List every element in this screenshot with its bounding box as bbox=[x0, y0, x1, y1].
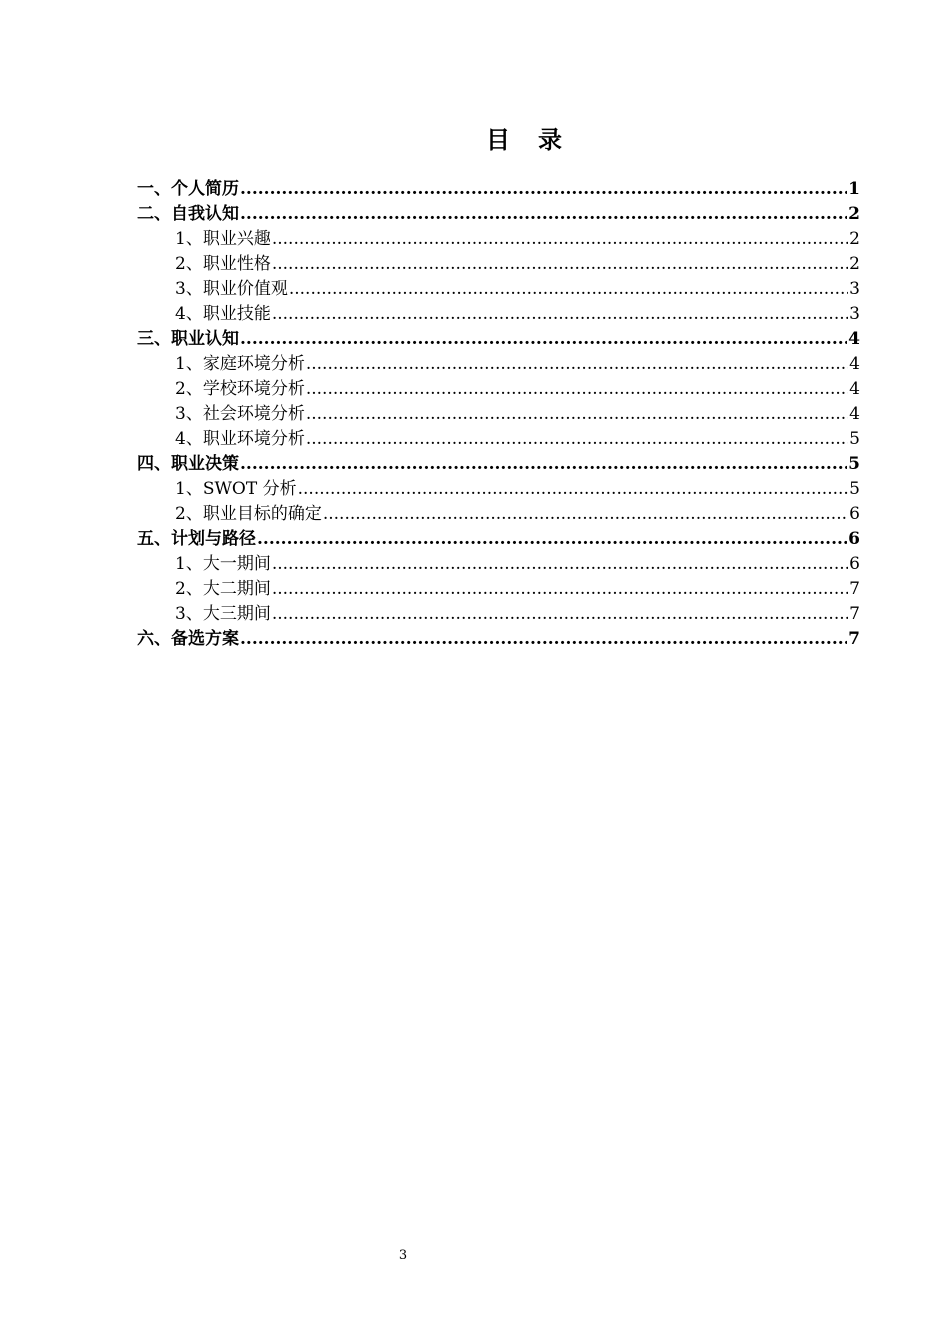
toc-entry[interactable] bbox=[137, 502, 860, 527]
toc-entry[interactable] bbox=[137, 302, 860, 327]
toc-entry-text: 4、职业技能 bbox=[175, 304, 271, 324]
toc-entry[interactable] bbox=[137, 477, 860, 502]
toc-entry[interactable] bbox=[137, 327, 860, 352]
toc-entry[interactable] bbox=[137, 202, 860, 227]
toc-entry-page: 6 bbox=[849, 554, 860, 574]
toc-entry-text: 1、职业兴趣 bbox=[175, 229, 271, 249]
toc-entry-page: 2 bbox=[849, 229, 860, 249]
toc-entry-page: 6 bbox=[849, 504, 860, 524]
toc-entry[interactable] bbox=[137, 177, 860, 202]
toc-dot-leader bbox=[272, 252, 848, 277]
toc-entry-text: 4、职业环境分析 bbox=[175, 429, 305, 449]
toc-dot-leader bbox=[240, 452, 847, 477]
toc-dot-leader bbox=[272, 227, 848, 252]
toc-dot-leader bbox=[306, 377, 848, 402]
toc-dot-leader bbox=[272, 552, 848, 577]
toc-entry[interactable] bbox=[137, 452, 860, 477]
toc-dot-leader bbox=[289, 277, 848, 302]
toc-entry-page: 3 bbox=[849, 304, 860, 324]
toc-entry[interactable] bbox=[137, 377, 860, 402]
toc-entry-page: 3 bbox=[849, 279, 860, 299]
toc-entry-page: 4 bbox=[849, 354, 860, 374]
toc-entry[interactable] bbox=[137, 227, 860, 252]
toc-entry[interactable] bbox=[137, 552, 860, 577]
toc-dot-leader bbox=[240, 202, 847, 227]
toc-entry-page: 4 bbox=[849, 404, 860, 424]
toc-entry[interactable] bbox=[137, 527, 860, 552]
toc-entry[interactable] bbox=[137, 252, 860, 277]
toc-title: 目 录 bbox=[486, 125, 564, 154]
toc-list bbox=[137, 177, 860, 652]
toc-dot-leader bbox=[306, 352, 848, 377]
toc-entry-text: 2、学校环境分析 bbox=[175, 379, 305, 399]
page-number: 3 bbox=[398, 1248, 408, 1263]
toc-entry-text: 3、大三期间 bbox=[175, 604, 271, 624]
toc-entry-text: 2、大二期间 bbox=[175, 579, 271, 599]
toc-dot-leader bbox=[306, 402, 848, 427]
toc-entry-text: 一、个人简历 bbox=[137, 179, 239, 199]
toc-entry-text: 2、职业性格 bbox=[175, 254, 271, 274]
toc-dot-leader bbox=[240, 627, 847, 652]
toc-dot-leader bbox=[323, 502, 848, 527]
toc-entry[interactable] bbox=[137, 577, 860, 602]
toc-entry-text: 2、职业目标的确定 bbox=[175, 504, 322, 524]
toc-dot-leader bbox=[272, 302, 848, 327]
toc-entry-page: 7 bbox=[848, 629, 860, 649]
toc-entry-text: 四、职业决策 bbox=[137, 454, 239, 474]
toc-entry-page: 2 bbox=[849, 254, 860, 274]
toc-dot-leader bbox=[272, 577, 848, 602]
toc-entry-text: 1、SWOT 分析 bbox=[175, 479, 297, 499]
toc-entry-text: 3、职业价值观 bbox=[175, 279, 288, 299]
toc-entry[interactable] bbox=[137, 352, 860, 377]
toc-dot-leader bbox=[257, 527, 847, 552]
toc-entry-page: 5 bbox=[848, 454, 860, 474]
toc-entry[interactable] bbox=[137, 402, 860, 427]
toc-entry-page: 1 bbox=[848, 179, 860, 199]
toc-entry-page: 2 bbox=[848, 204, 860, 224]
toc-entry-text: 六、备选方案 bbox=[137, 629, 239, 649]
toc-entry[interactable] bbox=[137, 627, 860, 652]
toc-dot-leader bbox=[240, 177, 847, 202]
toc-entry-page: 5 bbox=[849, 429, 860, 449]
toc-entry-text: 3、社会环境分析 bbox=[175, 404, 305, 424]
toc-entry-text: 二、自我认知 bbox=[137, 204, 239, 224]
toc-dot-leader bbox=[272, 602, 848, 627]
toc-dot-leader bbox=[306, 427, 848, 452]
toc-entry-text: 三、职业认知 bbox=[137, 329, 239, 349]
toc-entry[interactable] bbox=[137, 602, 860, 627]
toc-entry-page: 4 bbox=[849, 379, 860, 399]
toc-dot-leader bbox=[298, 477, 849, 502]
toc-entry-text: 1、家庭环境分析 bbox=[175, 354, 305, 374]
toc-entry-text: 五、计划与路径 bbox=[137, 529, 256, 549]
toc-entry-page: 4 bbox=[848, 329, 860, 349]
toc-entry-page: 6 bbox=[848, 529, 860, 549]
toc-dot-leader bbox=[240, 327, 847, 352]
toc-entry-page: 5 bbox=[849, 479, 860, 499]
toc-entry[interactable] bbox=[137, 277, 860, 302]
toc-entry-text: 1、大一期间 bbox=[175, 554, 271, 574]
toc-entry-page: 7 bbox=[849, 604, 860, 624]
toc-entry[interactable] bbox=[137, 427, 860, 452]
toc-entry-page: 7 bbox=[849, 579, 860, 599]
